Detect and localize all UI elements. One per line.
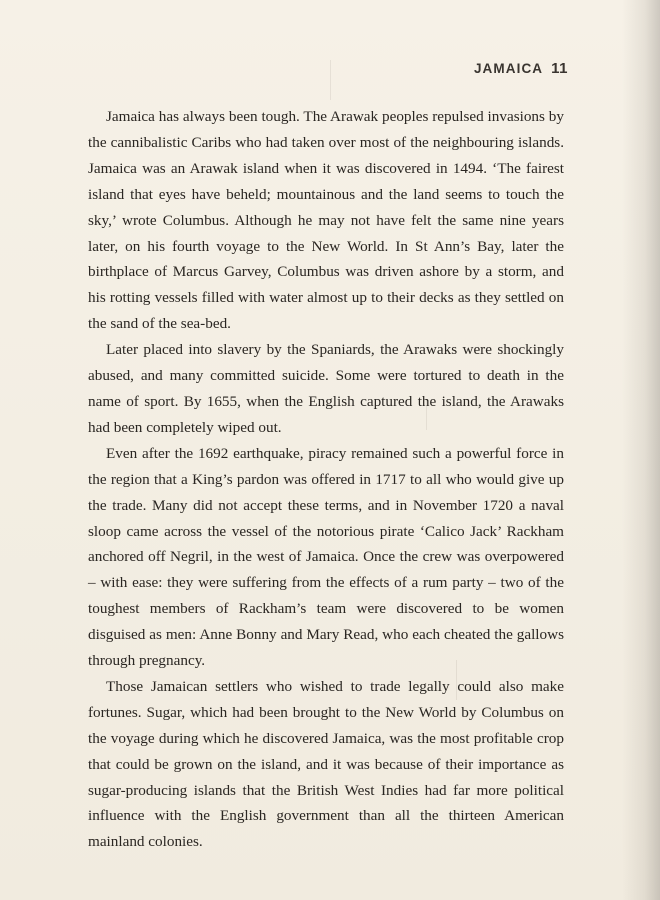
paragraph: Even after the 1692 earthquake, piracy remained such a powerful force in the region that a King’s pardon was offered in 1717 to all who would give up the trade. Many did not accept these terms, and in November 1720 a naval sloop came across the vessel of the notorious pirate ‘Calico Jack’ Rackham anchored off Negril, in the west of Jamaica. Once the crew was overpowered – with ease: they were suffering from the effects of a rum party – two of the toughest members of Rackham’s team were discovered to be women disguised as men: Anne Bonny and Mary Read, who each cheated the gallows through pregnancy. xyxy=(88,444,564,670)
page-edge-shadow xyxy=(622,0,660,900)
running-header xyxy=(474,60,568,77)
chapter-title: JAMAICA xyxy=(473,61,544,76)
bleed-through-mark xyxy=(330,60,331,100)
paragraph: Later placed into slavery by the Spaniards, the Arawaks were shockingly abused, and many committed suicide. Some were tortured to death in the name of sport. By 1655, when the English captured the island, the Arawaks had been completely wiped out. xyxy=(88,341,564,436)
paragraph: Jamaica has always been tough. The Arawak peoples repulsed invasions by the cannibalistic Caribs who had taken over most of the neighbouring islands. Jamaica was an Arawak island when it was discovered in 1494. ‘The fairest island that eyes have beheld; mountainous and the land seems to touch the sky,’ wrote Columbus. Although he may not have felt the same nine years later, on his fourth voyage to the New World. In St Ann’s Bay, later the birthplace of Marcus Garvey, Columbus was driven ashore by a storm, and his rotting vessels filled with water almost up to their decks as they settled on the sand of the sea-bed. xyxy=(88,108,564,333)
paragraph: Those Jamaican settlers who wished to trade legally could also make fortunes. Sugar, which had been brought to the New World by Columbus on the voyage during which he discovered Jamaica, was the most profitable crop that could be grown on the island, and it was because of their importance as sugar-producing islands that the British West Indies had far more political influence with the English government than all the thirteen American mainland colonies. xyxy=(88,677,564,851)
body-text xyxy=(88,104,564,855)
page-number: 11 xyxy=(551,60,568,77)
